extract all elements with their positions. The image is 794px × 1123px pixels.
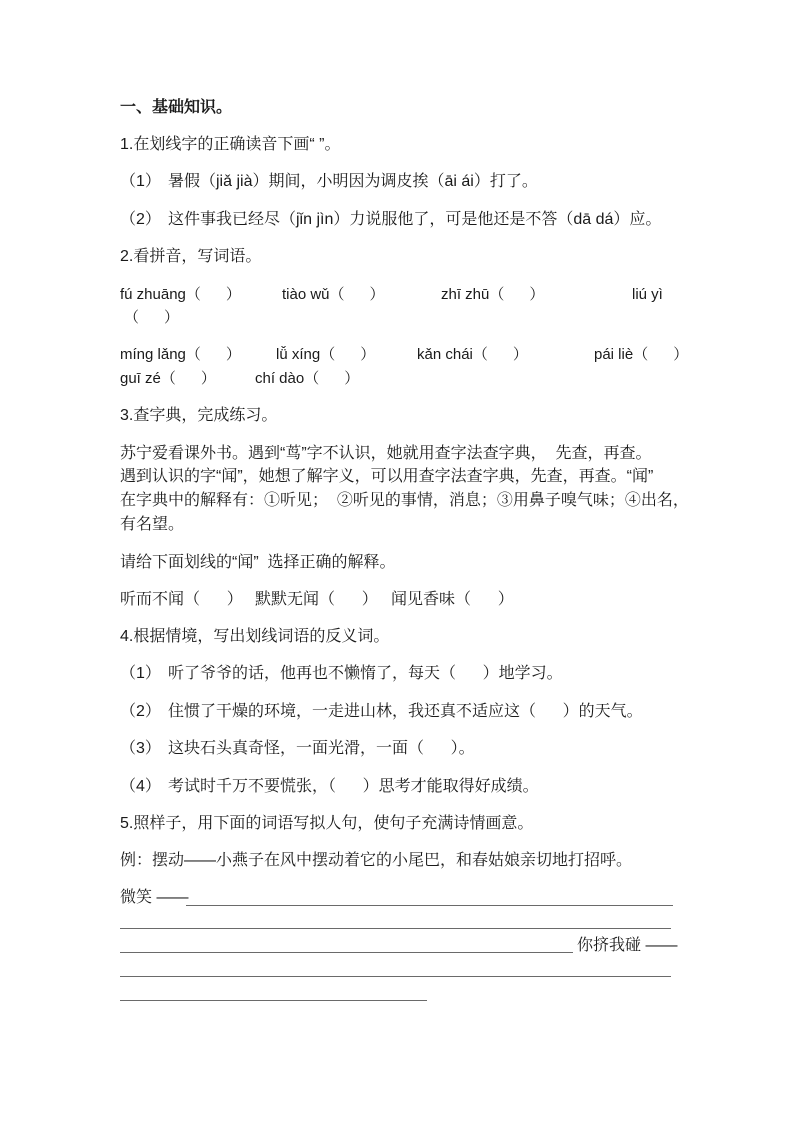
answer-line xyxy=(120,976,671,977)
pinyin-blank: （ ） xyxy=(185,286,241,303)
pinyin-blank: （ ） xyxy=(489,286,545,303)
option-blank: （ ） xyxy=(455,591,514,608)
pinyin-word xyxy=(276,344,375,366)
pinyin-text: zhī zhū xyxy=(441,286,490,303)
question-4-item-number: （4） xyxy=(120,778,161,795)
pinyin-blank: （ ） xyxy=(304,370,360,387)
option-blank: （ ） xyxy=(319,591,378,608)
answer-line xyxy=(120,952,573,953)
option-word: 听而不闻 xyxy=(120,591,185,608)
question-5-title: 5.照样子，用下面的词语写拟人句，使句子充满诗情画意。 xyxy=(120,815,534,832)
pinyin-text: míng lǎng xyxy=(120,346,186,363)
pinyin-blank: （ ） xyxy=(329,286,385,303)
pinyin-word xyxy=(282,284,385,306)
pinyin-blank: （ ） xyxy=(320,346,376,363)
question-1-item-text: 这件事我已经尽（jǐn jìn）力说服他了，可是他还是不答（dā dá）应。 xyxy=(168,211,662,228)
pinyin-blank: （ ） xyxy=(185,346,241,363)
pinyin-word xyxy=(417,344,528,366)
question-1-item-number: （2） xyxy=(120,211,161,228)
pinyin-word xyxy=(255,368,359,390)
example-sentence: 例：摆动——小燕子在风中摆动着它的小尾巴，和春姑娘亲切地打招呼。 xyxy=(120,852,633,869)
pinyin-word xyxy=(441,284,544,306)
prompt-word: 微笑 —— xyxy=(120,889,189,906)
passage-line: 遇到认识的字“闻”，她想了解字义，可以用查字法查字典，先查，再查。“闻” xyxy=(120,468,654,485)
answer-option xyxy=(120,589,243,611)
pinyin-blank: （ ） xyxy=(124,309,180,326)
question-2-title: 2.看拼音，写词语。 xyxy=(120,248,262,265)
question-3-instruction: 请给下面划线的“闻” 选择正确的解释。 xyxy=(120,554,396,571)
pinyin-blank: （ ） xyxy=(633,346,689,363)
question-4-item-text: 听了爷爷的话，他再也不懒惰了，每天（ ）地学习。 xyxy=(168,665,563,682)
pinyin-text: tiào wǔ xyxy=(282,286,330,303)
pinyin-word xyxy=(594,344,688,366)
question-3-title: 3.查字典，完成练习。 xyxy=(120,407,278,424)
question-1-title: 1.在划线字的正确读音下画“ ”。 xyxy=(120,136,341,153)
pinyin-text: lǚ xíng xyxy=(276,346,321,363)
pinyin-text: chí dào xyxy=(255,370,305,387)
answer-line xyxy=(186,905,673,906)
pinyin-word xyxy=(120,284,241,306)
question-4-item-text: 住惯了干燥的环境，一走进山林，我还真不适应这（ ）的天气。 xyxy=(168,703,643,720)
pinyin-text: liú yì xyxy=(632,286,663,303)
question-4-item-text: 这块石头真奇怪，一面光滑，一面（ ）。 xyxy=(168,740,475,757)
passage-line: 有名望。 xyxy=(120,516,185,533)
pinyin-blank: （ ） xyxy=(160,370,216,387)
question-1-item-number: （1） xyxy=(120,173,161,190)
question-4-item-number: （2） xyxy=(120,703,161,720)
question-4-item-number: （1） xyxy=(120,665,161,682)
pinyin-text: pái liè xyxy=(594,346,634,363)
prompt-word: 你挤我碰 —— xyxy=(577,937,678,954)
option-word: 默默无闻 xyxy=(255,591,320,608)
option-word: 闻见香味 xyxy=(391,591,456,608)
pinyin-word xyxy=(120,344,241,366)
pinyin-text: kǎn chái xyxy=(417,346,473,363)
question-4-title: 4.根据情境，写出划线词语的反义词。 xyxy=(120,628,390,645)
section-title: 一、基础知识。 xyxy=(120,99,233,116)
pinyin-blank: （ ） xyxy=(472,346,528,363)
question-1-item-text: 暑假（jiǎ jià）期间，小明因为调皮挨（āi ái）打了。 xyxy=(168,173,538,190)
answer-line xyxy=(120,928,671,929)
answer-option xyxy=(391,589,514,611)
passage-line: 在字典中的解释有：①听见； ②听见的事情，消息；③用鼻子嗅气味；④出名， xyxy=(120,492,689,509)
question-4-item-number: （3） xyxy=(120,740,161,757)
question-4-item-text: 考试时千万不要慌张，（ ）思考才能取得好成绩。 xyxy=(168,778,539,795)
answer-option xyxy=(255,589,378,611)
passage-line: 苏宁爱看课外书。遇到“茑”字不认识，她就用查字法查字典， 先查，再查。 xyxy=(120,445,652,462)
pinyin-word xyxy=(120,368,216,390)
pinyin-text: guī zé xyxy=(120,370,161,387)
pinyin-text: fú zhuāng xyxy=(120,286,186,303)
answer-line xyxy=(120,1000,427,1001)
option-blank: （ ） xyxy=(184,591,243,608)
